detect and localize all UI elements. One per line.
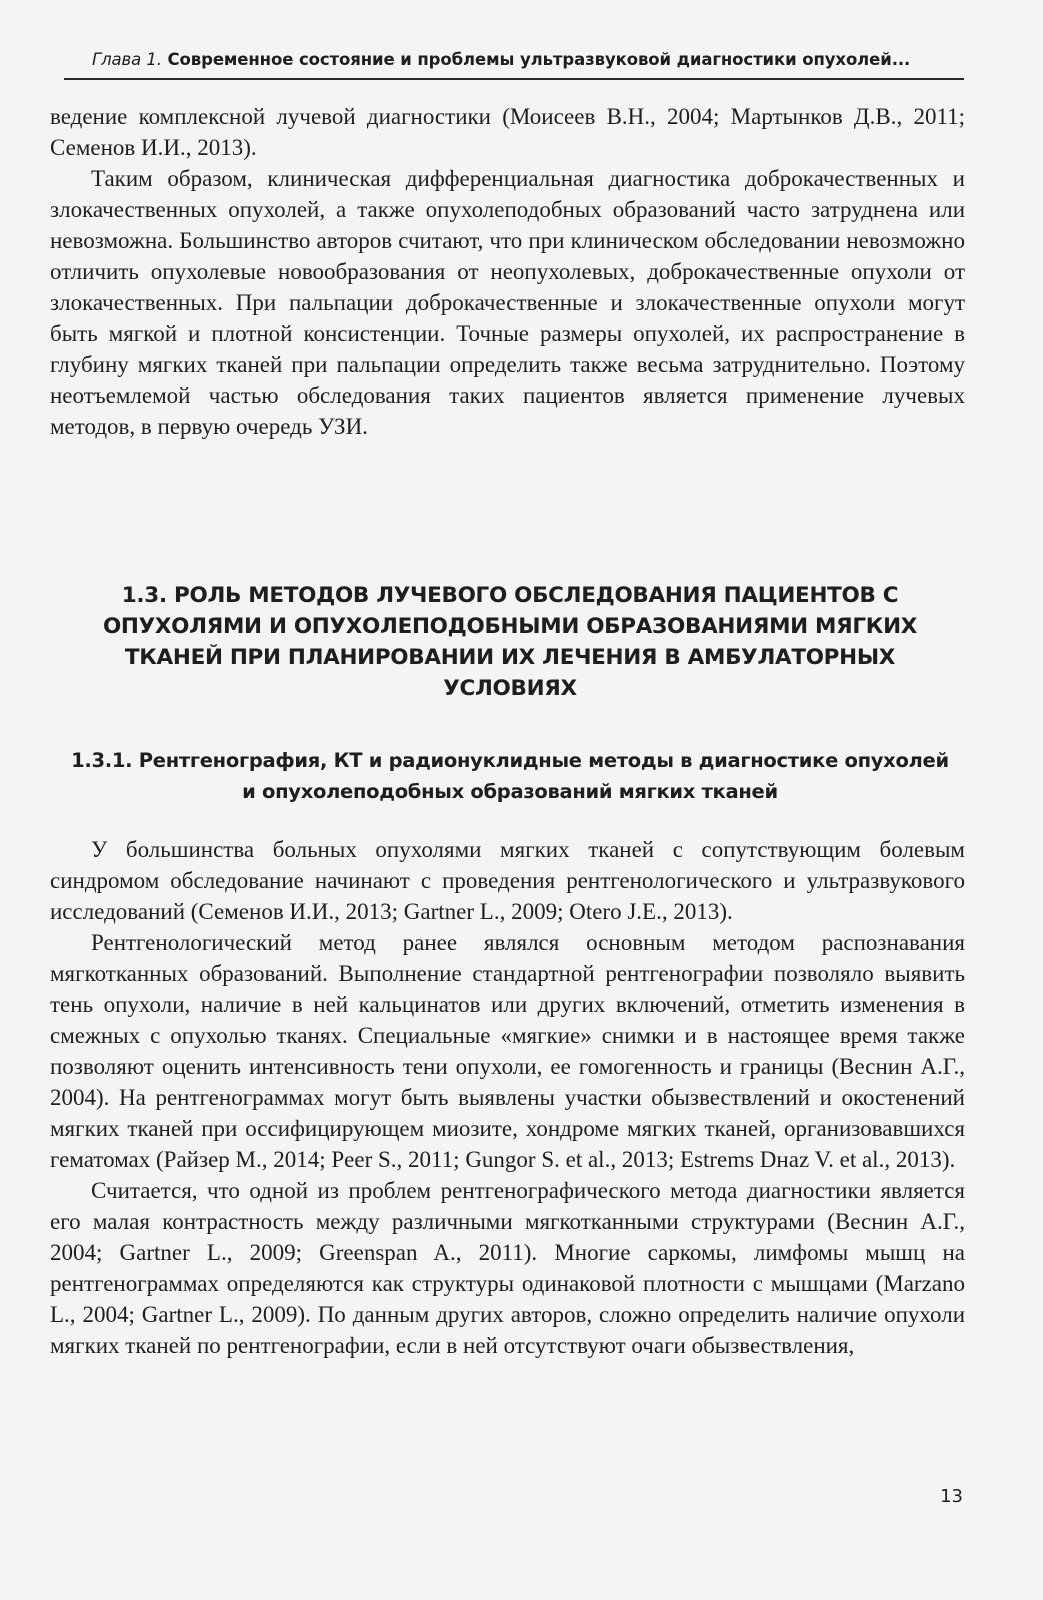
paragraph: ведение комплексной лучевой диагностики (Моисеев В.Н., 2004; Мартынков Д.В., 2011; Семенов И.И., 2013). <box>50 104 965 160</box>
paragraph: Считается, что одной из проблем рентгенографического метода диагностики является его малая контрастность между различными мягкотканными структурами (Веснин А.Г., 2004; Gartner L., 2009; Greenspan A., 2011). Многие саркомы, лимфомы мышц на рентгенограммах определяются как структуры одинаковой плотности с мышцами (Marzano L., 2004; Gartner L., 2009). По данным других авторов, сложно определить наличие опухоли мягких тканей по рентгенографии, если в ней отсутствуют очаги обызвествления, <box>50 1178 965 1358</box>
running-header-title: Современное состояние и проблемы ультразвуковой диагностики опухолей... <box>161 50 911 69</box>
paragraph: Таким образом, клиническая дифференциальная диагностика доброкачественных и злокачественных опухолей, а также опухолеподобных образований часто затруднена или невозможна. Большинство авторов считают, что при клиническом обследовании невозможно отличить опухолевые новообразования от неопухолевых, доброкачественные опухоли от злокачественных. При пальпации доброкачественные и злокачественные опухоли могут быть мягкой и плотной консистенции. Точные размеры опухолей, их распространение в глубину мягких тканей при пальпации определить также весьма затруднительно. Поэтому неотъемлемой частью обследования таких пациентов является применение лучевых методов, в первую очередь УЗИ. <box>50 166 965 439</box>
text-block-top <box>50 101 965 442</box>
text-block-bottom <box>50 834 965 1361</box>
running-header <box>92 50 964 69</box>
section-heading: 1.3. РОЛЬ МЕТОДОВ ЛУЧЕВОГО ОБСЛЕДОВАНИЯ ПАЦИЕНТОВ С ОПУХОЛЯМИ И ОПУХОЛЕПОДОБНЫМИ ОБРАЗОВАНИЯМИ МЯГКИХ ТКАНЕЙ ПРИ ПЛАНИРОВАНИИ ИХ ЛЕЧЕНИЯ В АМБУЛАТОРНЫХ УСЛОВИЯХ <box>102 583 918 701</box>
paragraph: Рентгенологический метод ранее являлся основным методом распознавания мягкотканных образований. Выполнение стандартной рентгенографии позволяло выявить тень опухоли, наличие в ней кальцинатов или других включений, отметить изменения в смежных с опухолью тканях. Специальные «мягкие» снимки и в настоящее время также позволяют оценить интенсивность тени опухоли, ее гомогенность и границы (Веснин А.Г., 2004). На рентгенограммах могут быть выявлены участки обызвествлений и окостенений мягких тканей при оссифицирующем миозите, хондроме мягких тканей, организовавшихся гематомах (Райзер М., 2014; Peer S., 2011; Gungor S. et al., 2013; Estrems Dнaz V. et al., 2013). <box>50 930 965 1172</box>
header-rule <box>64 78 964 80</box>
paragraph: У большинства больных опухолями мягких тканей с сопутствующим болевым синдромом обследование начинают с проведения рентгенологического и ультразвукового исследований (Семенов И.И., 2013; Gartner L., 2009; Otero J.E., 2013). <box>50 837 965 924</box>
subsection-heading: 1.3.1. Рентгенография, КТ и радионуклидные методы в диагностике опухолей и опухолеподобных образований мягких тканей <box>71 749 949 803</box>
chapter-label: Глава 1. <box>92 50 162 69</box>
page-number: 13 <box>940 1486 963 1507</box>
